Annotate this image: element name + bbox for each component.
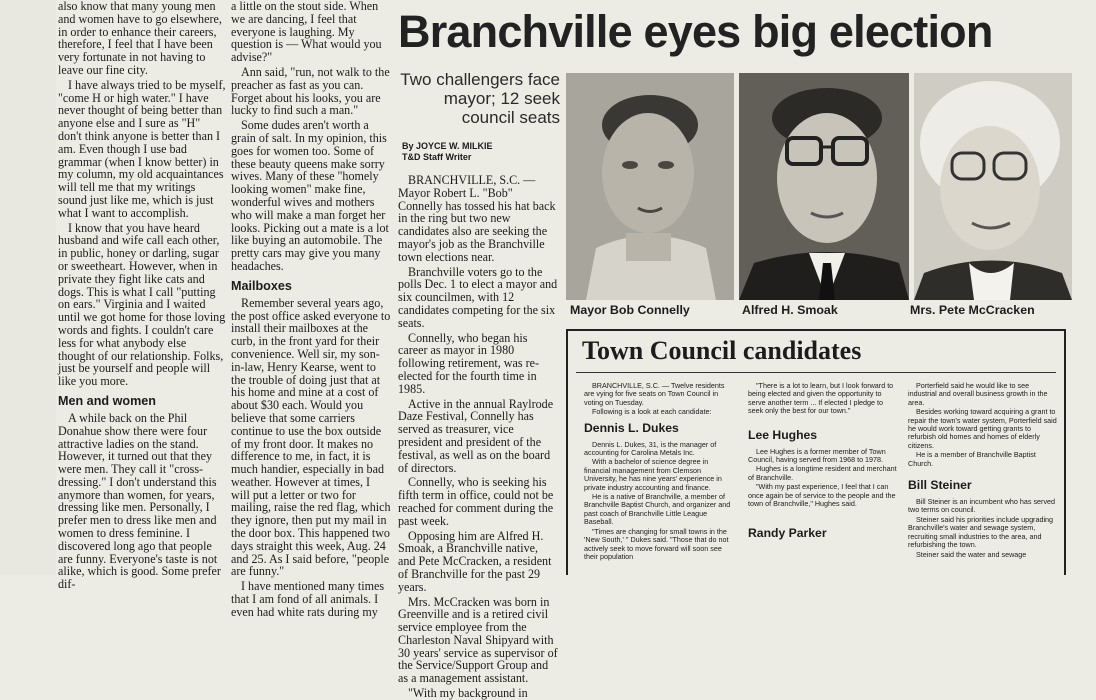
section-subhead: Mailboxes	[231, 278, 292, 293]
paragraph: Hughes is a longtime resident and merchant of Branchville.	[748, 464, 897, 482]
paragraph: Mrs. McCracken was born in Greenville and is a retired civil service employee from the Charleston Naval Shipyard with 30 years' service as supervisor of the Service/Support Group and as a management assistant.	[398, 594, 558, 686]
candidate-name: Lee Hughes	[748, 427, 818, 442]
paragraph: "With my past experience, I feel that I can once again be of service to the people and the town of Branchville," Hughes said.	[748, 482, 896, 509]
box-title: Town Council candidates	[582, 336, 862, 365]
paragraph: With a bachelor of science degree in financial management from Clemson University, he has nine years' experience in private industry accounting and finance.	[584, 457, 722, 492]
paragraph: also know that many young men and women have to go elsewhere, in order to enhance their careers, therefore, I feel that I have been very fortunate in not having to leave our fine city.	[58, 0, 222, 77]
photo-mrs-mccracken	[914, 73, 1072, 300]
paragraph: Steiner said his priorities include upgrading Branchville's water and sewage system, recruiting small industries to the area, and refurbishing the town.	[908, 514, 1054, 550]
paragraph: BRANCHVILLE, S.C. — Twelve residents are vying for five seats on Town Council in voting on Tuesday.	[584, 381, 725, 407]
paragraph: Ann said, "run, not walk to the preacher as fast as you can. Forget about his looks, you are lucky to find such a man."	[231, 64, 390, 118]
paragraph: Some dudes aren't worth a grain of salt. In my opinion, this goes for women too. Some of these beauty queens make sorry wives. Many of these "homely looking women" make fine, wonderful wives and mothers who will make a man forget her looks. Picking out a mate is a lot like buying an automobile. The pretty cars may give you many headaches.	[231, 118, 389, 273]
paragraph: a little on the stout side. When we are dancing, I feel that everyone is laughing. My question is — What would you advise?"	[231, 0, 382, 65]
box-column-2	[748, 382, 900, 575]
candidate-name: Bill Steiner	[908, 478, 972, 493]
candidate-name: Randy Parker	[748, 526, 827, 541]
deck: Two challengers face mayor; 12 seek council seats	[400, 70, 560, 127]
column-2	[231, 0, 391, 619]
headline: Branchville eyes big election	[398, 6, 993, 57]
paragraph: BRANCHVILLE, S.C. — Mayor Robert L. "Bob" Connelly has tossed his hat back in the ring but two new candidates also are seeking the mayor's job as the Branchville town elections near.	[398, 173, 556, 264]
paragraph: He is a member of Branchville Baptist Church.	[908, 450, 1036, 468]
box-column-3	[908, 382, 1058, 575]
paragraph: Active in the annual Raylrode Daze Festival, Connelly has served as treasurer, vice president and president of the festival, as well as on the board of directors.	[398, 396, 554, 475]
photo-alfred-smoak	[739, 73, 909, 300]
paragraph: I have always tried to be myself, "come H or high water." I have never thought of being better than anyone else and I sure as "H" don't think anyone is better than I am. Even though I use bad grammar (when I know better) in my column, my old acquaintances will tell me that my writings sound just like me, which is just what I want to accomplish.	[58, 77, 226, 220]
paragraph: I know that you have heard husband and wife call each other, in public, honey or darling, sugar or sweetheart. However, when in private they fight like cats and dogs. This is what I call "putting on ears." Virginia and I waited until we got home for those loving words and fights. I couldn't care less for what anybody else thought of our relationship. Folks, just be yourself and people will like you more.	[58, 220, 226, 389]
paragraph: "With my background in	[408, 686, 528, 700]
paragraph: Besides working toward acquiring a grant to repair the town's water system, Porterfield said he would work toward getting grants to refurbish old homes and homes of elderly citizens.	[908, 407, 1057, 450]
paragraph: "There is a lot to learn, but I look forward to being elected and given the opportunity to serve another term ... If elected I pledge to seek only the best for our town."	[748, 381, 894, 416]
byline-author: By JOYCE W. MILKIE	[402, 141, 493, 151]
paragraph: A while back on the Phil Donahue show there were four attractive ladies on the stand. However, it turned out that they were men. They call it "cross-dressing." I don't understand this anymore than women, for years, dressing like men. Personally, I prefer men to dress like men and women to dress feminine. I discovered long ago that people are funny. Everyone's taste is not alike, which is good. Some prefer dif-	[58, 410, 221, 592]
paragraph: Bill Steiner is an incumbent who has served two terms on council.	[908, 497, 1056, 515]
paragraph: Dennis L. Dukes, 31, is the manager of accounting for Carolina Metals Inc.	[584, 439, 717, 458]
paragraph: Lee Hughes is a former member of Town Council, having served from 1968 to 1978.	[748, 446, 886, 465]
paragraph: Steiner said the water and sewage	[916, 549, 1027, 559]
divider	[576, 372, 1056, 373]
paragraph: Following is a look at each candidate:	[592, 407, 712, 417]
section-subhead: Men and women	[58, 393, 156, 408]
paragraph: Remember several years ago, the post office asked everyone to install their mailboxes at the curb, in the front yard for their convenience. Well sir, my son-in-law, Henry Kearse, went to the trouble of doing just that at his home and mine at a cost of about $30 each. Would you believe that some carriers continue to use the box outside of my front door. It makes no difference to me, in fact, it is much handier, especially in bad weather. However at times, I will put a letter or two for mailing, raise the red flag, which they ignore, then put my mail in the door box. This happened two days straight this week, Aug. 24 and 25. As I said before, "people are funny."	[231, 295, 391, 579]
photo-caption: Mrs. Pete McCracken	[910, 303, 1035, 317]
byline	[402, 141, 562, 163]
paragraph: Connelly, who began his career as mayor in 1980 following retirement, was re-elected for the fourth time in 1985.	[398, 330, 540, 396]
paragraph: "Times are changing for small towns in the 'New South,' " Dukes said. "Those that do not actively seek to move forward will soon see their population	[584, 526, 729, 561]
photo-caption: Alfred H. Smoak	[742, 303, 838, 317]
paragraph: Porterfield said he would like to see industrial and overall business growth in the area.	[908, 381, 1048, 407]
portrait-image	[739, 73, 909, 300]
paragraph: Opposing him are Alfred H. Smoak, a Branchville native, and Pete McCracken, a resident of Branchville for the past 29 years.	[398, 528, 552, 594]
portrait-image	[566, 73, 734, 300]
photo-caption: Mayor Bob Connelly	[570, 303, 690, 317]
page-margin	[0, 0, 56, 575]
paragraph: Connelly, who is seeking his fifth term in office, could not be reached for comment during the past week.	[398, 475, 554, 528]
paragraph: I have mentioned many times that I am fond of all animals. I even had white rats during my	[231, 579, 385, 619]
portrait-image	[914, 73, 1072, 300]
column-1	[58, 0, 226, 592]
box-column-1	[584, 382, 734, 575]
byline-role: T&D Staff Writer	[402, 152, 472, 162]
candidate-name: Dennis L. Dukes	[584, 420, 679, 435]
story-column	[398, 173, 558, 700]
paragraph: He is a native of Branchville, a member of Branchville Baptist Church, and organizer and past coach of Branchville Little League Baseball.	[584, 492, 731, 527]
photo-mayor-connelly	[566, 73, 734, 300]
paragraph: Branchville voters go to the polls Dec. 1 to elect a mayor and six councilmen, with 12 candidates competing for the six seats.	[398, 264, 558, 330]
